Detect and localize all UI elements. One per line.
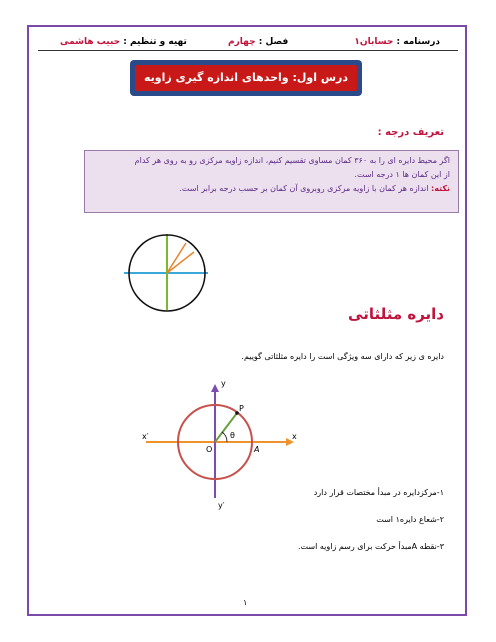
note-text: اندازه هر کمان با زاویه مرکزی روبروی آن کمان بر حسب درجه برابر است. xyxy=(179,184,432,193)
definition-line-2: از این کمان ها ۱ درجه است. xyxy=(354,170,450,179)
property-item-1: ۱-مرکزدایره در مبدأ مختصات قرار دارد xyxy=(313,488,444,497)
degree-heading: تعریف درجه : xyxy=(377,127,444,138)
header-book: درسنامه : حسابان۱ xyxy=(354,37,440,47)
label-x-prime: x′ xyxy=(142,432,149,441)
definition-note xyxy=(93,182,450,196)
label-p: P xyxy=(239,404,244,413)
unit-circle-heading: دایره مثلثاتی xyxy=(348,305,444,323)
page-title: درس اول: واحدهای اندازه گیری زاویه xyxy=(135,65,357,91)
label-origin: O xyxy=(206,445,213,454)
theta-arc xyxy=(222,432,227,442)
unit-circle-diagram xyxy=(140,380,300,510)
label-y-prime: y′ xyxy=(218,501,225,510)
unit-circle-intro: دایره ی زیر که دارای سه ویژگی است را دایره مثلثاتی گوییم. xyxy=(241,352,444,361)
property-item-3: ۳-نقطه Aمبدأ حرکت برای رسم زاویه است. xyxy=(297,542,444,551)
radius-line-1 xyxy=(167,243,186,273)
degree-circle-figure xyxy=(122,232,212,312)
property-item-2: ۲-شعاع دایره۱ است xyxy=(376,515,444,524)
label-a: A xyxy=(254,445,260,454)
definition-box xyxy=(84,150,459,213)
header-chapter: فصل : چهارم xyxy=(228,37,289,47)
note-label: نکته: xyxy=(431,184,450,193)
page-number: ۱ xyxy=(243,598,248,607)
header-divider xyxy=(38,50,458,51)
radius-line-2 xyxy=(167,252,194,273)
label-x: x xyxy=(292,432,297,441)
header-author: تهیه و تنظیم : حبیب هاشمی xyxy=(60,37,187,47)
label-theta: θ xyxy=(230,431,235,440)
label-y: y xyxy=(221,380,226,388)
definition-line-1: اگر محیط دایره ای را به ۳۶۰ کمان مساوی تقسیم کنیم، اندازه زاویه مرکزی رو به روی هر کدام xyxy=(134,156,450,165)
y-axis-arrow xyxy=(211,384,219,392)
